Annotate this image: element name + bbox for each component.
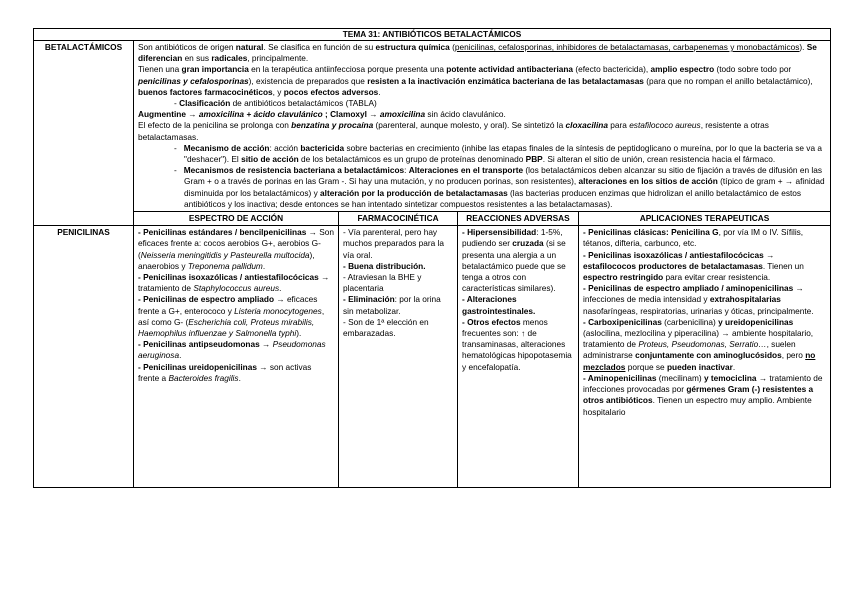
antibiotics-table xyxy=(33,28,831,488)
classification-line: - Clasificación de antibióticos betalactámicos (TABLA) xyxy=(174,98,377,109)
resistance-paragraph: - Mecanismos de resistencia bacteriana a betalactámicos: Alteraciones en el transporte (los betalactámicos deben alcanzar su sitio de fijación a través de difusión en las Gram + o a través de porinas en las Gram -. Si hay una mutación, y no producen porinas, son resistentes), alteraciones en los sitios de acción (típico de gram + → afinidad disminuida por los betalactámicos) y alteración por la producción de betalactamasas (las bacterias producen enzimas que hidrolizan el anillo betalactámico de estos antibióticos y los inactiva; desde entonces se han intentado sintetizar compuestos resistentes a las betalactamasas). xyxy=(174,165,825,209)
list-item: - Eliminación: por la orina sin metabolizar. xyxy=(343,294,441,316)
list-item: - Carboxipenicilinas (carbenicilina) y ureidopenicilinas (aslocilina, mezlocilina y piperacilina) → ambiente hospitalario, tratamiento de Proteus, Pseudomonas, Serratio…, suelen administrarse conjuntamente con aminoglucósidos, pero no mezclados porque se pueden inactivar. xyxy=(583,316,816,372)
list-item: - Aminopenicilinas (mecilinam) y temociclina → tratamiento de infecciones provocadas por gérmenes Gram (-) resistentes a otros antibióticos. Tienen un espectro muy amplio. Ambiente hospitalario xyxy=(583,372,823,417)
document-page xyxy=(33,28,830,488)
mechanism-paragraph: - Mecanismo de acción: acción bactericida sobre bacterias en crecimiento (inhibe las etapas finales de la síntesis de peptidoglicano o mureína, por lo que la bacteria se va a "deshacer"). El sitio de acción de los betalactámicos es un grupo de proteínas denominado PBP. Si alteran el sitio de unión, crean resistencia hacia el fármaco. xyxy=(174,142,822,165)
header-aplicaciones: APLICACIONES TERAPEUTICAS xyxy=(579,212,831,226)
list-item: - Penicilinas ureidopenicilinas → son activas frente a Bacteroides fragilis. xyxy=(138,361,312,383)
row-label-betalactamicos: BETALACTÁMICOS xyxy=(34,41,134,226)
list-item: - Penicilinas de espectro ampliado / aminopenicilinas → infecciones de media intensidad y extrahospitalarias nasofaríngeas, respiratorias, urinarias y óticas, principalmente. xyxy=(583,283,814,316)
list-item: - Atraviesan la BHE y placentaria xyxy=(343,272,422,294)
list-item: - Alteraciones gastrointestinales. xyxy=(462,294,536,316)
betalactamicos-description xyxy=(134,41,831,212)
list-item: - Penicilinas estándares / bencilpenicilinas → Son eficaces frente a: cocos aerobios G+, aerobios G- (Neisseria meningitidis y Pasteurella multocida), anaerobios y Treponema pallidum. xyxy=(138,227,334,271)
penicilinas-reacciones-cell xyxy=(458,226,579,488)
penicilinas-aplicaciones-cell xyxy=(579,226,831,488)
list-item: - Penicilinas isoxazólicas / antiestafilocócicas → estafilococos productores de betalactamasas. Tienen un espectro restringido para evitar crear resistencia. xyxy=(583,249,804,283)
penicilinas-espectro-cell xyxy=(134,226,339,488)
list-item: - Buena distribución. xyxy=(343,260,426,271)
row-label-penicilinas: PENICILINAS xyxy=(34,226,134,488)
header-reacciones: REACCIONES ADVERSAS xyxy=(458,212,579,226)
intro-paragraph: Son antibióticos de origen natural. Se clasifica en función de su estructura química (penicilinas, cefalosporinas, inhibidores de betalactamasas, carbapenemas y monobactámicos). Se diferencian en sus radicales, principalmente. xyxy=(138,42,817,64)
header-farmacocinetica: FARMACOCINÉTICA xyxy=(339,212,458,226)
header-espectro: ESPECTRO DE ACCIÓN xyxy=(134,212,339,226)
list-item: - Penicilinas de espectro ampliado → eficaces frente a G+, enterococo y Listeria monocytogenes, así como G- (Escherichia coli, Proteus mirabilis, Haemophilus influenzae y Salmonella typhi). xyxy=(138,294,325,339)
list-item: - Son de 1ª elección en embarazadas. xyxy=(343,316,429,339)
list-item: - Otros efectos menos frecuentes son: ↑ de transaminasas, alteraciones hematológicas hipopotasemia y encefalopatía. xyxy=(462,316,572,372)
augmentine-line: Augmentine → amoxicilina + ácido clavulánico ; Clamoxyl → amoxicilina sin ácido clavulánico. xyxy=(138,109,506,120)
importance-paragraph: Tienen una gran importancia en la terapéutica antiinfecciosa porque presenta una potente actividad antibacteriana (efecto bactericida), amplio espectro (todo sobre todo por penicilinas y cefalosporinas), existencia de preparados que resisten a la inactivación enzimática bacteriana de las betalactamasas (para que no rompan el anillo betalactámico), buenos factores farmacocinéticos, y pocos efectos adversos. xyxy=(138,64,813,97)
penicilinas-farmacocinetica-cell xyxy=(339,226,458,488)
list-item: - Penicilinas antipseudomonas → Pseudomonas aeruginosa. xyxy=(138,339,326,361)
list-item: - Penicilinas isoxazólicas / antiestafilocócicas → tratamiento de Staphylococcus aureus. xyxy=(138,272,330,294)
list-item: - Penicilinas clásicas: Penicilina G, por vía IM o IV. Sífilis, tétanos, difteria, carbunco, etc. xyxy=(583,227,804,249)
table-title: TEMA 31: ANTIBIÓTICOS BETALACTÁMICOS xyxy=(34,29,831,41)
list-item: - Vía parenteral, pero hay muchos preparados para la vía oral. xyxy=(343,227,445,260)
penicillin-effect-paragraph: El efecto de la penicilina se prolonga con benzatina y procaína (parenteral, aunque molesto, y oral). Se sintetizó la cloxacilina para estafilococo aureus, resistente a otras betalactamasas. xyxy=(138,120,769,142)
list-item: - Hipersensibilidad: 1-5%, pudiendo ser cruzada (si se presenta una alergia a un betalactámico puede que se tenga a otros con características similares). xyxy=(462,227,566,294)
